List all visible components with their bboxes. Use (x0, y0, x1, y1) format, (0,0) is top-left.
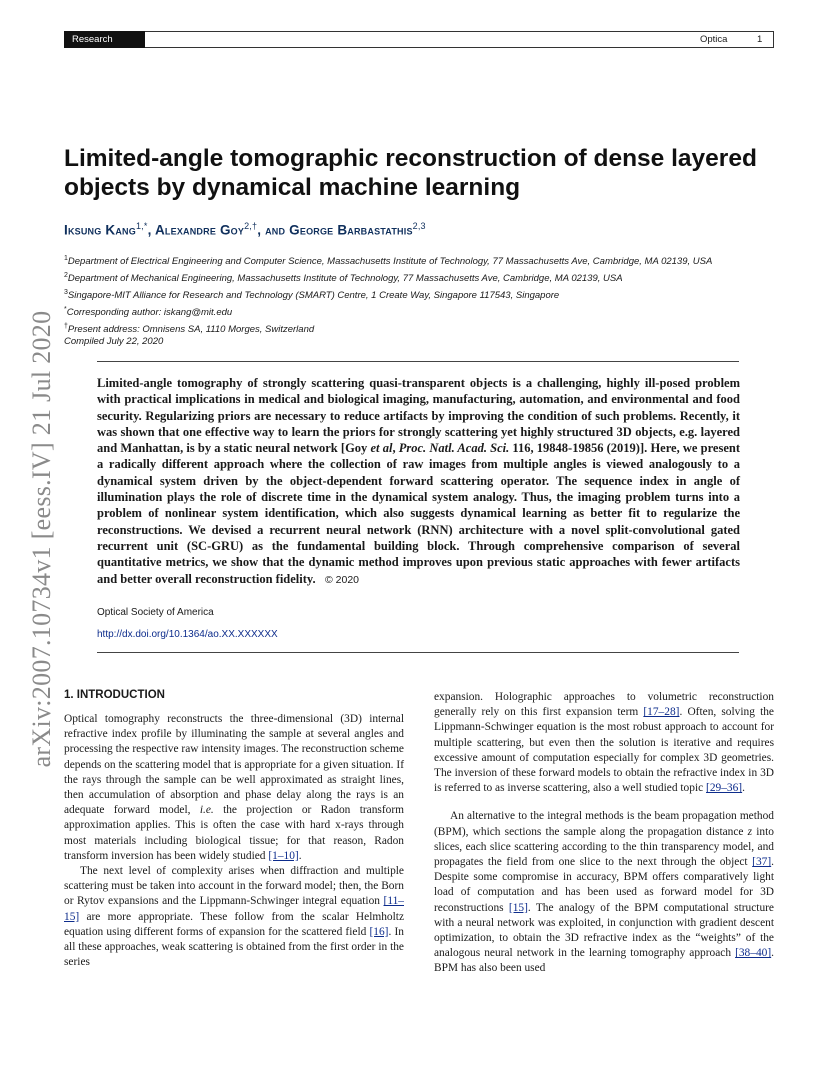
citation-link[interactable]: [15] (508, 901, 528, 914)
affiliation-mark: 3 (64, 288, 68, 296)
affiliation-text: Singapore-MIT Alliance for Research and Technology (SMART) Centre, 1 Create Way, Singapore 117543, Singapore (67, 290, 560, 302)
abstract-top-rule (97, 361, 739, 362)
citation-link[interactable]: [11–15] (64, 895, 404, 923)
abstract-bottom-rule (97, 652, 739, 653)
affiliation-item (64, 269, 784, 286)
paper-title: Limited-angle tomographic reconstruction of dense layered objects by dynamical machine learning (64, 145, 757, 201)
author-conjunction: and (265, 222, 286, 238)
affiliation-mark: 2 (64, 271, 68, 279)
author-affiliation-mark: 2,† (244, 221, 258, 231)
arxiv-stamp[interactable]: arXiv:2007.10734v1 [eess.IV] 21 Jul 2020 (27, 310, 56, 768)
page-number: 1 (757, 34, 763, 45)
citation-link[interactable]: [16] (369, 925, 389, 938)
section-heading: 1. INTRODUCTION (64, 689, 165, 701)
paragraph-text: . (298, 849, 302, 862)
affiliation-mark: 1 (64, 255, 68, 262)
paragraph-text: . BPM has also been used (434, 947, 774, 975)
citation-link[interactable]: [1–10] (268, 849, 299, 862)
paragraph (64, 712, 404, 864)
citation-link[interactable]: [17–28] (643, 706, 680, 719)
affiliation-text: Department of Mechanical Engineering, Massachusetts Institute of Technology, 77 Massachusetts Ave, Cambridge, MA 02139, USA (67, 273, 623, 285)
abstract (97, 375, 740, 588)
paragraph-text: the projection or Radon transform approximation applies. This is often the case with hard x-rays through most materials including biological tissue; for that reason, Radon transform inversion has been widely studied (64, 804, 404, 862)
affiliation-list (64, 252, 784, 337)
compiled-date: Compiled July 22, 2020 (64, 336, 164, 347)
citation-link[interactable]: [38–40] (735, 947, 772, 960)
affiliation-mark: † (64, 322, 68, 330)
citation-link[interactable]: [29–36] (706, 782, 743, 795)
affiliation-item (64, 320, 784, 337)
copyright-holder: Optical Society of America (97, 607, 214, 618)
paragraph-text: i.e. (199, 804, 214, 817)
paragraph-text: . Often, solving the Lippmann-Schwinger equation is the most robust approach to account for multiple scattering, but even then the solution is iterative and requires excessive amount of computation especially for complex 3D geometries. The inversion of these forward models to obtain the refractive index in 3D is referred to as inverse scattering, also a well studied topic (434, 706, 774, 795)
affiliation-item (64, 252, 784, 269)
paragraph-text: An alternative to the integral methods is the beam propagation method (BPM), which sections the sample along the propagation distance (434, 810, 774, 838)
paragraph (434, 690, 774, 796)
right-column (434, 690, 774, 977)
paragraph-text: . The analogy of the BPM computational structure with a neural network was exploited, in conjunction with gradient descent optimization, to obtain the 3D refractive index as the “weights” of the analogous neural network in the learning tomography approach (434, 901, 774, 960)
paragraph (434, 809, 774, 976)
paragraph-text: are more appropriate. These follow from the scalar Helmholtz equation using different forms of expansion for the scattered field (64, 910, 404, 938)
copyright-notice: © 2020 (324, 573, 359, 586)
abstract-text: 116, 19848-19856 (2019)]. Here, we present a radically different approach where the collection of raw images from multiple angles is viewed analogously to a dynamical system driven by the object-dependent forward scattering operator. The sequence index in angle of illumination plays the role of discrete time in the dynamical system analogy. Thus, the imaging problem turns into a problem of nonlinear system identification, which also suggests dynamical learning as better fit to regularize the reconstructions. We devised a recurrent neural network (RNN) architecture with a novel split-convolutional gated recurrent unit (SC-GRU) as the fundamental building block. Through comprehensive comparison of several quantitative metrics, we show that the dynamic method improves upon previous static approaches with fewer artifacts and better overall reconstruction fidelity. (97, 441, 741, 586)
journal-name: Optica (700, 34, 728, 45)
author-affiliation-mark: 2,3 (412, 221, 426, 231)
paragraph-text: . In all these approaches, weak scattering is obtained from the first order in the series (64, 925, 404, 969)
math-variable: z (747, 825, 753, 838)
affiliation-item (64, 303, 784, 320)
affiliation-item (64, 286, 784, 303)
citation-link[interactable]: [37] (752, 856, 772, 869)
author-name: Iksung Kang (64, 222, 136, 238)
paragraph-text: . (742, 782, 745, 795)
section-label: Research Article (64, 31, 145, 48)
author-name: Alexandre Goy (154, 222, 245, 238)
author-affiliation-mark: 1,* (135, 221, 148, 231)
affiliation-mark: * (64, 305, 67, 313)
abstract-text: Limited-angle tomography of strongly scattering quasi-transparent objects is a challenging, highly ill-posed problem with practical implications in medical and biological imaging, manufacturing, automation, and environmental and food security. Regularizing priors are necessary to reduce artifacts by improving the condition of such problems. Recently, it was shown that one effective way to learn the priors for strongly scattering yet highly structured 3D objects, e.g. layered and Manhattan, is by a static neural network [Goy (97, 376, 740, 456)
paragraph (64, 864, 404, 970)
author-list: Iksung Kang$^{1,*}$, Alexandre Goy$^{2,\dagger}$, and George Barbastathis$^{2,3}$ (64, 221, 426, 238)
paragraph-text: expansion. Holographic approaches to volumetric reconstruction generally rely on this first expansion term (434, 691, 774, 719)
author-name: George Barbastathis (289, 222, 413, 238)
paragraph-text: The next level of complexity arises when diffraction and multiple scattering must be taken into account in the forward model; then, the Born or Rytov expansions and the Lippmann-Schwinger integral equation (64, 865, 404, 908)
paragraph-text: . Despite some compromise in accuracy, BPM offers comparatively light load of computation and has been used as forward model for 3D reconstructions (434, 856, 774, 914)
abstract-separator: , (392, 441, 399, 456)
corresponding-author: Corresponding author: iskang@mit.edu (66, 307, 233, 319)
doi-link[interactable]: http://dx.doi.org/10.1364/ao.XX.XXXXXX (97, 629, 278, 640)
abstract-etal: et al (370, 441, 393, 456)
abstract-cited-journal: Proc. Natl. Acad. Sci. (398, 441, 510, 456)
present-address: Present address: Omnisens SA, 1110 Morges, Switzerland (67, 323, 315, 335)
left-column (64, 712, 404, 970)
affiliation-text: Department of Electrical Engineering and Computer Science, Massachusetts Institute of Technology, 77 Massachusetts Ave, Cambridge, MA 02139, USA (67, 256, 713, 268)
header-rule (64, 31, 774, 48)
paragraph-text: into slices, each slice scattering according to the thin transparency model, and propagates the field from one slice to the next through the object (434, 825, 774, 869)
paragraph-text: Optical tomography reconstructs the three-dimensional (3D) internal refractive index profile by illuminating the sample at several angles and processing the respective raw intensity images. The reconstruction scheme depends on the scattering model that is appropriate for a given situation. If the rays through the sample can be well approximated as straight lines, then accumulation of absorption and phase delay along the rays is an adequate forward model, (64, 713, 404, 817)
